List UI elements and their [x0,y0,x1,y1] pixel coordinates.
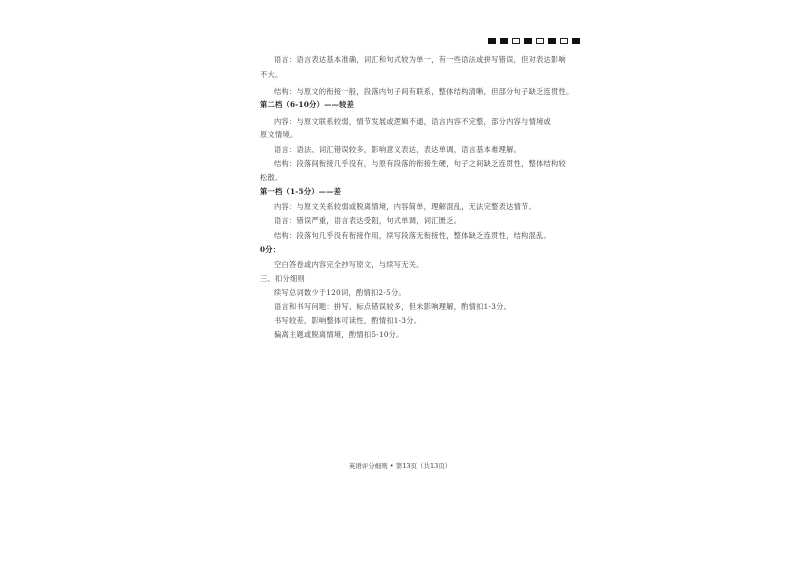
text-line: 语言：错误严重，语言表达受阻，句式单调，词汇匮乏。 [274,216,462,225]
text-line: 三、扣分细则 [260,274,305,283]
header-mark [548,38,556,44]
section-heading: 第一档（1-5分）——差 [260,187,342,196]
text-line: 不大。 [260,70,283,79]
text-line: 续写总词数少于120词，酌情扣2-5分。 [274,288,406,297]
text-line: 结构：段落句几乎没有衔接作用，续写段落无衔接性，整体缺乏连贯性，结构混乱。 [274,231,552,240]
text-line: 语言：语法、词汇错误较多，影响意义表达，表达单调，语言基本难理解。 [274,145,522,154]
text-line: 原文情境。 [260,130,298,139]
header-mark [500,38,508,44]
text-line: 内容：与原文联系较弱，情节发展或逻辑不通，语言内容不完整，部分内容与情境或 [274,117,552,126]
header-marks [488,38,580,44]
text-line: 偏离主题或脱离情境，酌情扣5-10分。 [274,330,404,339]
text-line: 松散。 [260,173,283,182]
text-line: 内容：与原文关系较弱或脱离情境，内容简单，理解混乱，无法完整表达情节。 [274,202,537,211]
header-mark [536,38,544,44]
text-line: 书写较差，影响整体可读性，酌情扣1-3分。 [274,316,422,325]
text-line: 语言和书写问题：拼写、标点错误较多，但未影响理解，酌情扣1-3分。 [274,302,512,311]
text-line: 空白答卷或内容完全抄写原文，与续写无关。 [274,260,424,269]
text-line: 结构：段落间衔接几乎没有，与原有段落的衔接生硬，句子之间缺乏连贯性，整体结构较 [274,159,567,168]
header-mark [488,38,496,44]
header-mark [572,38,580,44]
header-mark [524,38,532,44]
header-mark [512,38,520,44]
header-mark [560,38,568,44]
page-footer: 英语评分细则 • 第13页（共13页） [348,462,452,470]
section-heading: 第二档（6-10分）——较差 [260,100,355,109]
text-line: 语言：语言表达基本准确，词汇和句式较为单一，有一些语法或拼写错误，但对表达影响 [274,55,567,64]
section-heading: 0分： [260,245,281,254]
text-line: 结构：与原文的衔接一般，段落内句子间有联系，整体结构清晰，但部分句子缺乏连贯性。 [274,87,574,96]
